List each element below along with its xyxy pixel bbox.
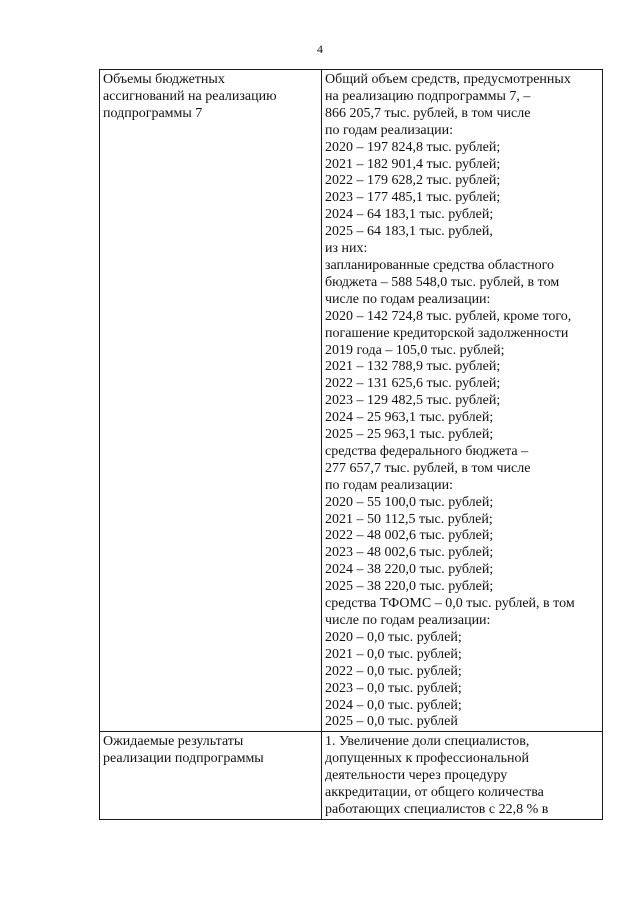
budget-text-line: 2021 – 0,0 тыс. рублей; bbox=[325, 646, 462, 662]
budget-text-line: 866 205,7 тыс. рублей, в том числе bbox=[325, 105, 531, 121]
page-number: 4 bbox=[317, 42, 323, 56]
budget-text-line: 2020 – 142 724,8 тыс. рублей, кроме того, bbox=[325, 308, 572, 324]
budget-label-cell bbox=[100, 70, 322, 732]
results-content-cell bbox=[322, 732, 603, 820]
budget-text-line: из них: bbox=[325, 241, 368, 257]
budget-text-line: 2020 – 197 824,8 тыс. рублей; bbox=[325, 139, 501, 155]
budget-text-line: числе по годам реализации: bbox=[325, 291, 491, 307]
budget-text-line: 2022 – 131 625,6 тыс. рублей; bbox=[325, 376, 501, 392]
budget-text-line: 2025 – 38 220,0 тыс. рублей; bbox=[325, 579, 494, 595]
budget-text-line: 2024 – 64 183,1 тыс. рублей; bbox=[325, 207, 494, 223]
budget-content-cell bbox=[322, 70, 603, 732]
results-text-line: аккредитации, от общего количества bbox=[325, 785, 544, 801]
budget-text-line: средства федерального бюджета – bbox=[325, 443, 529, 459]
budget-text-line: 2023 – 129 482,5 тыс. рублей; bbox=[325, 393, 501, 409]
budget-text-line: 2023 – 177 485,1 тыс. рублей; bbox=[325, 190, 501, 206]
budget-text-line: запланированные средства областного bbox=[325, 257, 555, 273]
budget-text-line: 2021 – 182 901,4 тыс. рублей; bbox=[325, 156, 501, 172]
budget-text-line: Общий объем средств, предусмотренных bbox=[325, 72, 571, 87]
results-label-line: Ожидаемые результаты bbox=[103, 734, 244, 750]
results-text-line: 1. Увеличение доли специалистов, bbox=[325, 734, 530, 750]
results-label-line: реализации подпрограммы bbox=[103, 751, 264, 767]
budget-label-line: Объемы бюджетных bbox=[103, 72, 225, 87]
budget-text-line: на реализацию подпрограммы 7, – bbox=[325, 88, 531, 104]
budget-text-line: 2022 – 0,0 тыс. рублей; bbox=[325, 663, 462, 679]
budget-text-line: 2022 – 48 002,6 тыс. рублей; bbox=[325, 528, 494, 544]
budget-text-line: 2020 – 55 100,0 тыс. рублей; bbox=[325, 494, 494, 510]
budget-text-line: 2025 – 0,0 тыс. рублей bbox=[325, 714, 458, 730]
budget-text-line: средства ТФОМС – 0,0 тыс. рублей, в том bbox=[325, 596, 575, 612]
budget-text-line: 2019 года – 105,0 тыс. рублей; bbox=[325, 342, 505, 358]
budget-text-line: 2023 – 48 002,6 тыс. рублей; bbox=[325, 545, 494, 561]
results-text-line: допущенных к профессиональной bbox=[325, 751, 530, 767]
passport-table bbox=[99, 69, 603, 820]
results-label-cell bbox=[100, 732, 322, 820]
budget-text-line: по годам реализации: bbox=[325, 477, 453, 493]
budget-text-line: 2025 – 64 183,1 тыс. рублей, bbox=[325, 224, 493, 240]
budget-label-line: подпрограммы 7 bbox=[103, 105, 203, 121]
budget-text-line: 2020 – 0,0 тыс. рублей; bbox=[325, 629, 462, 645]
budget-text-line: погашение кредиторской задолженности bbox=[325, 325, 569, 341]
budget-text-line: 2024 – 25 963,1 тыс. рублей; bbox=[325, 410, 494, 426]
budget-text-line: 2024 – 0,0 тыс. рублей; bbox=[325, 697, 462, 713]
budget-text-line: 2024 – 38 220,0 тыс. рублей; bbox=[325, 562, 494, 578]
budget-text-line: 2021 – 50 112,5 тыс. рублей; bbox=[325, 511, 493, 527]
budget-text-line: бюджета – 588 548,0 тыс. рублей, в том bbox=[325, 274, 560, 290]
budget-text-line: по годам реализации: bbox=[325, 122, 453, 138]
budget-text-line: 2025 – 25 963,1 тыс. рублей; bbox=[325, 427, 494, 443]
budget-label-line: ассигнований на реализацию bbox=[103, 88, 277, 104]
table-row-results bbox=[100, 732, 603, 820]
budget-text-line: 2023 – 0,0 тыс. рублей; bbox=[325, 680, 462, 696]
budget-text-line: 277 657,7 тыс. рублей, в том числе bbox=[325, 460, 531, 476]
results-text-line: работающих специалистов с 22,8 % в bbox=[325, 801, 549, 817]
budget-text-line: 2021 – 132 788,9 тыс. рублей; bbox=[325, 359, 501, 375]
results-text-line: деятельности через процедуру bbox=[325, 768, 508, 784]
table-row-budget bbox=[100, 70, 603, 732]
budget-text-line: 2022 – 179 628,2 тыс. рублей; bbox=[325, 173, 501, 189]
budget-text-line: числе по годам реализации: bbox=[325, 613, 491, 628]
